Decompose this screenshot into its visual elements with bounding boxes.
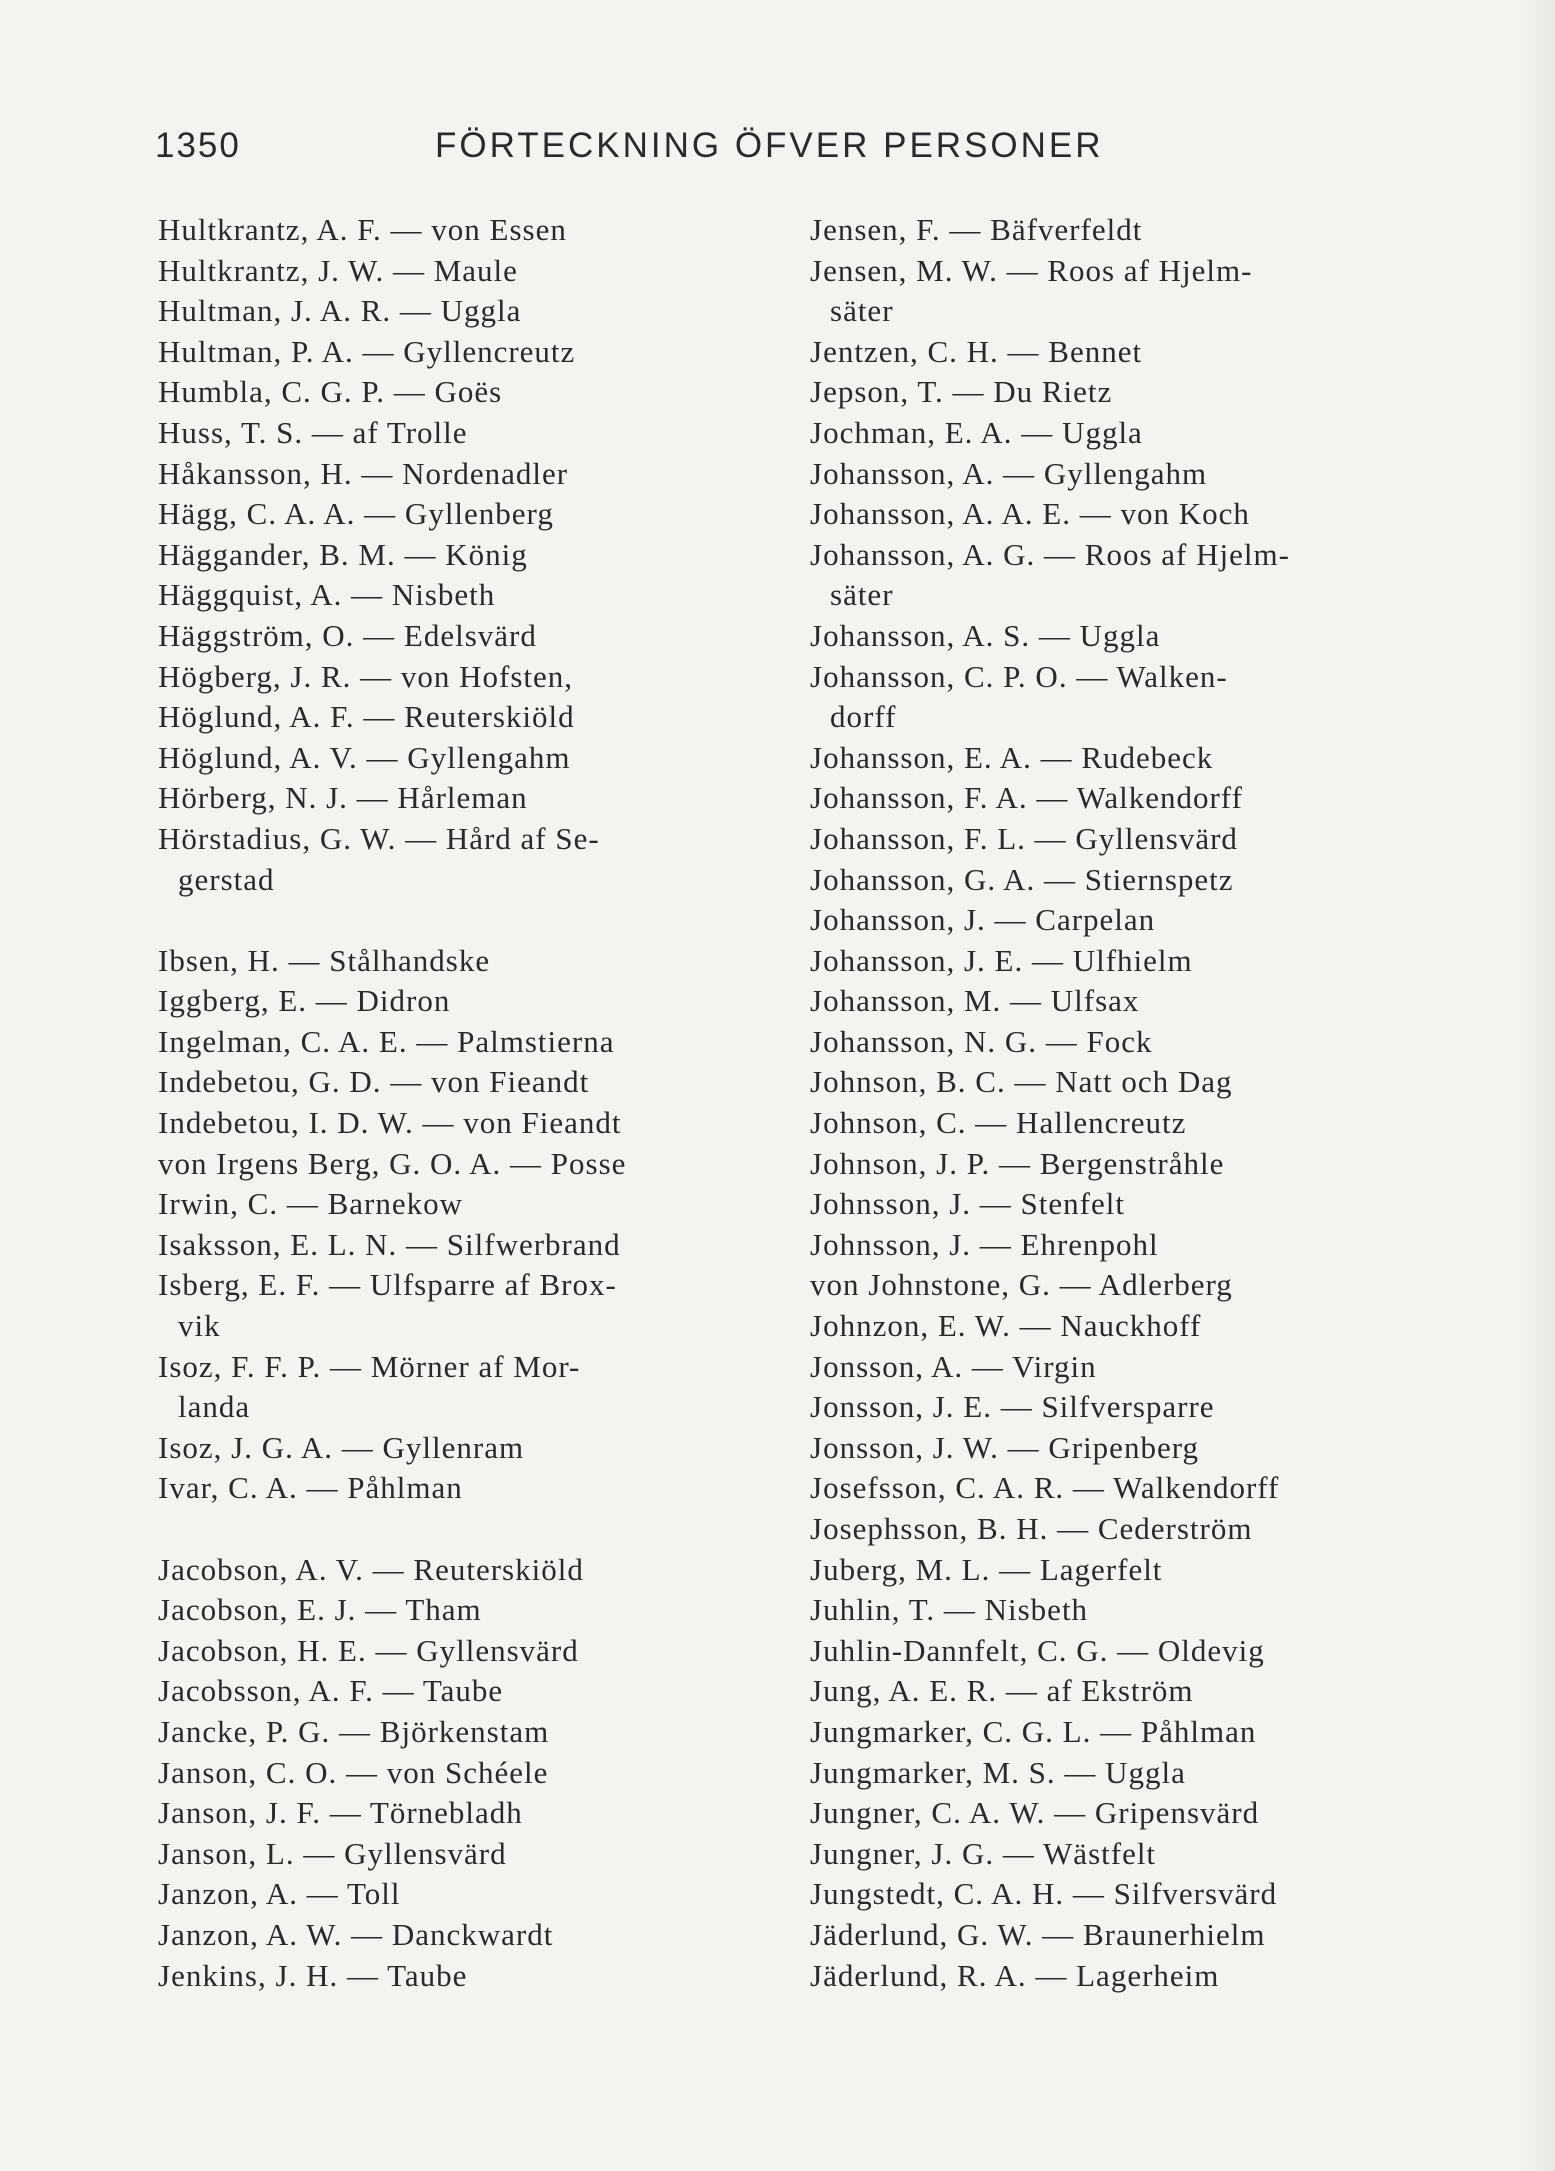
index-entry: [810, 535, 1460, 616]
entry-text: Ingelman, C. A. E. — Palmstierna: [158, 1023, 615, 1059]
entry-text: Johansson, J. — Carpelan: [810, 902, 1156, 938]
entry-text: Häggander, B. M. — König: [158, 536, 528, 572]
entry-text: Jenkins, J. H. — Taube: [158, 1957, 468, 1993]
entry-text: Jancke, P. G. — Björkenstam: [158, 1713, 550, 1749]
entry-text: Isberg, E. F. — Ulfsparre af Brox-: [158, 1267, 617, 1303]
index-entry: [810, 1671, 1460, 1712]
index-entry: [810, 1468, 1460, 1509]
entry-text: Johansson, E. A. — Rudebeck: [810, 739, 1214, 775]
entry-text: Johansson, A. G. — Roos af Hjelm-: [810, 536, 1290, 572]
index-entry: [158, 454, 808, 495]
index-entry: [158, 1062, 808, 1103]
entry-text: Janson, J. F. — Törnebladh: [158, 1795, 523, 1831]
index-entry: [158, 1144, 808, 1185]
entry-continuation: landa: [178, 1389, 251, 1425]
entry-text: Isoz, F. F. P. — Mörner af Mor-: [158, 1348, 581, 1384]
index-entry: [810, 1387, 1460, 1428]
entry-text: Jochman, E. A. — Uggla: [810, 414, 1143, 450]
entry-text: Johnson, J. P. — Bergenstråhle: [810, 1145, 1225, 1181]
entry-text: Johansson, G. A. — Stiernspetz: [810, 861, 1234, 897]
entry-text: Johnsson, J. — Ehrenpohl: [810, 1226, 1159, 1262]
entry-continuation: vik: [178, 1308, 221, 1344]
index-entry: [158, 1631, 808, 1672]
entry-text: Johansson, F. L. — Gyllensvärd: [810, 820, 1238, 856]
index-entry: [158, 372, 808, 413]
index-entry: [158, 1874, 808, 1915]
entry-text: Hörstadius, G. W. — Hård af Se-: [158, 820, 600, 856]
index-entry: [158, 1834, 808, 1875]
index-entry: [810, 251, 1460, 332]
entry-text: Jonsson, A. — Virgin: [810, 1348, 1097, 1384]
index-entry: [810, 1834, 1460, 1875]
entry-text: Isaksson, E. L. N. — Silfwerbrand: [158, 1226, 621, 1262]
index-entry: [158, 941, 808, 982]
entry-text: von Johnstone, G. — Adlerberg: [810, 1267, 1233, 1303]
index-entry: [810, 1428, 1460, 1469]
index-entry: [810, 1631, 1460, 1672]
index-entry: [158, 1428, 808, 1469]
entry-text: Jacobsson, A. F. — Taube: [158, 1673, 504, 1709]
page-edge-shadow: [1515, 0, 1555, 2171]
entry-text: Johnson, B. C. — Natt och Dag: [810, 1064, 1233, 1100]
entry-text: Jonsson, J. W. — Gripenberg: [810, 1429, 1199, 1465]
index-entry: [810, 210, 1460, 251]
entry-text: Janson, C. O. — von Schéele: [158, 1754, 549, 1790]
index-entry: [810, 1712, 1460, 1753]
entry-text: Hägg, C. A. A. — Gyllenberg: [158, 496, 554, 532]
index-entry: [158, 1225, 808, 1266]
entry-text: Jensen, M. W. — Roos af Hjelm-: [810, 252, 1253, 288]
entry-text: Indebetou, I. D. W. — von Fieandt: [158, 1105, 622, 1141]
section-gap: [158, 1509, 808, 1550]
entry-text: Jentzen, C. H. — Bennet: [810, 333, 1143, 369]
index-entry: [158, 697, 808, 738]
index-entry: [810, 1022, 1460, 1063]
index-entry: [810, 616, 1460, 657]
section-gap: [158, 900, 808, 941]
index-entry: [158, 210, 808, 251]
index-entry: [158, 575, 808, 616]
entry-text: Johnsson, J. — Stenfelt: [810, 1186, 1125, 1222]
index-entry: [158, 494, 808, 535]
entry-text: Johansson, F. A. — Walkendorff: [810, 780, 1243, 816]
entry-text: Jung, A. E. R. — af Ekström: [810, 1673, 1194, 1709]
entry-text: Jäderlund, R. A. — Lagerheim: [810, 1957, 1220, 1993]
index-entry: [158, 413, 808, 454]
entry-text: Höglund, A. F. — Reuterskiöld: [158, 699, 575, 735]
index-entry: [810, 738, 1460, 779]
entry-text: Johansson, A. S. — Uggla: [810, 617, 1161, 653]
index-entry: [158, 291, 808, 332]
index-entry: [810, 372, 1460, 413]
entry-text: Josefsson, C. A. R. — Walkendorff: [810, 1470, 1280, 1506]
entry-text: Höglund, A. V. — Gyllengahm: [158, 739, 571, 775]
index-entry: [158, 1468, 808, 1509]
entry-text: Jungner, C. A. W. — Gripensvärd: [810, 1795, 1260, 1831]
entry-text: Humbla, C. G. P. — Goës: [158, 374, 503, 410]
index-entry: [158, 1712, 808, 1753]
index-entry: [810, 1753, 1460, 1794]
entry-text: Häggquist, A. — Nisbeth: [158, 577, 496, 613]
entry-text: von Irgens Berg, G. O. A. — Posse: [158, 1145, 627, 1181]
index-entry: [158, 1590, 808, 1631]
index-entry: [810, 1347, 1460, 1388]
index-entry: [158, 1915, 808, 1956]
entry-text: Johansson, N. G. — Fock: [810, 1023, 1153, 1059]
index-entry: [810, 900, 1460, 941]
index-entry: [810, 941, 1460, 982]
index-entry: [158, 1103, 808, 1144]
entry-text: Jungmarker, M. S. — Uggla: [810, 1754, 1186, 1790]
entry-text: Johansson, M. — Ulfsax: [810, 983, 1140, 1019]
entry-text: Jacobson, E. J. — Tham: [158, 1592, 482, 1628]
index-entry: [810, 1956, 1460, 1997]
entry-text: Hultkrantz, A. F. — von Essen: [158, 212, 567, 247]
index-entry: [810, 1874, 1460, 1915]
entry-text: Jäderlund, G. W. — Braunerhielm: [810, 1916, 1266, 1952]
index-entry: [158, 332, 808, 373]
entry-text: Johansson, C. P. O. — Walken-: [810, 658, 1228, 694]
entry-text: Ivar, C. A. — Påhlman: [158, 1470, 463, 1506]
entry-text: Håkansson, H. — Nordenadler: [158, 455, 569, 491]
left-column: [158, 210, 808, 1996]
entry-text: Juberg, M. L. — Lagerfelt: [810, 1551, 1163, 1587]
entry-text: Hultman, J. A. R. — Uggla: [158, 293, 522, 329]
entry-text: Huss, T. S. — af Trolle: [158, 414, 468, 450]
entry-text: Irwin, C. — Barnekow: [158, 1186, 463, 1222]
index-entry: [810, 981, 1460, 1022]
index-entry: [810, 1306, 1460, 1347]
index-entry: [158, 819, 808, 900]
index-entry: [158, 616, 808, 657]
index-entry: [810, 1550, 1460, 1591]
index-entry: [810, 1915, 1460, 1956]
entry-text: Häggström, O. — Edelsvärd: [158, 617, 537, 653]
index-entry: [158, 535, 808, 576]
index-entry: [810, 1793, 1460, 1834]
entry-text: Johansson, A. A. E. — von Koch: [810, 496, 1250, 532]
index-entry: [810, 1509, 1460, 1550]
entry-text: Jungstedt, C. A. H. — Silfversvärd: [810, 1876, 1278, 1912]
entry-text: Johnson, C. — Hallencreutz: [810, 1105, 1187, 1141]
entry-text: Ibsen, H. — Stålhandske: [158, 942, 491, 978]
entry-continuation: säter: [830, 293, 894, 329]
entry-text: Hultman, P. A. — Gyllencreutz: [158, 333, 576, 369]
index-entry: [810, 1103, 1460, 1144]
index-entry: [810, 1225, 1460, 1266]
page-title: FÖRTECKNING ÖFVER PERSONER: [435, 126, 1104, 165]
right-column: [810, 210, 1460, 1996]
entry-text: Hörberg, N. J. — Hårleman: [158, 780, 528, 816]
index-entry: [810, 1062, 1460, 1103]
index-entry: [158, 1956, 808, 1997]
entry-text: Jacobson, A. V. — Reuterskiöld: [158, 1551, 584, 1587]
index-entry: [810, 1265, 1460, 1306]
entry-continuation: dorff: [830, 699, 897, 735]
index-entry: [158, 251, 808, 292]
entry-text: Janzon, A. W. — Danckwardt: [158, 1916, 554, 1952]
entry-text: Jepson, T. — Du Rietz: [810, 374, 1113, 410]
index-entry: [158, 1184, 808, 1225]
entry-text: Iggberg, E. — Didron: [158, 983, 451, 1019]
index-entry: [158, 1753, 808, 1794]
entry-text: Jensen, F. — Bäfverfeldt: [810, 212, 1143, 247]
index-entry: [810, 778, 1460, 819]
entry-text: Indebetou, G. D. — von Fieandt: [158, 1064, 590, 1100]
entry-text: Högberg, J. R. — von Hofsten,: [158, 658, 574, 694]
index-entry: [158, 1793, 808, 1834]
index-entry: [158, 1265, 808, 1346]
index-entry: [810, 332, 1460, 373]
index-entry: [810, 1144, 1460, 1185]
page-header: [155, 126, 1355, 170]
entry-text: Josephsson, B. H. — Cederström: [810, 1511, 1253, 1546]
index-entry: [158, 1671, 808, 1712]
entry-text: Jacobson, H. E. — Gyllensvärd: [158, 1632, 579, 1668]
entry-text: Janzon, A. — Toll: [158, 1876, 401, 1912]
index-entry: [810, 657, 1460, 738]
entry-text: Janson, L. — Gyllensvärd: [158, 1835, 507, 1871]
index-entry: [158, 1347, 808, 1428]
page-number: 1350: [155, 126, 241, 165]
index-entry: [810, 454, 1460, 495]
entry-text: Jonsson, J. E. — Silfversparre: [810, 1389, 1215, 1425]
index-entry: [810, 860, 1460, 901]
index-entry: [810, 413, 1460, 454]
entry-continuation: säter: [830, 577, 894, 613]
entry-text: Johansson, J. E. — Ulfhielm: [810, 942, 1193, 978]
index-entry: [810, 1590, 1460, 1631]
entry-text: Juhlin, T. — Nisbeth: [810, 1592, 1089, 1628]
index-entry: [158, 657, 808, 698]
entry-text: Isoz, J. G. A. — Gyllenram: [158, 1429, 525, 1465]
entry-text: Johansson, A. — Gyllengahm: [810, 455, 1208, 491]
index-entry: [158, 738, 808, 779]
entry-text: Hultkrantz, J. W. — Maule: [158, 252, 518, 288]
index-entry: [810, 494, 1460, 535]
entry-text: Johnzon, E. W. — Nauckhoff: [810, 1308, 1202, 1344]
index-entry: [158, 1550, 808, 1591]
entry-text: Jungmarker, C. G. L. — Påhlman: [810, 1713, 1257, 1749]
index-entry: [810, 1184, 1460, 1225]
index-entry: [158, 981, 808, 1022]
entry-continuation: gerstad: [178, 861, 275, 897]
entry-text: Juhlin-Dannfelt, C. G. — Oldevig: [810, 1632, 1265, 1668]
index-entry: [158, 778, 808, 819]
index-entry: [158, 1022, 808, 1063]
index-entry: [810, 819, 1460, 860]
entry-text: Jungner, J. G. — Wästfelt: [810, 1835, 1157, 1871]
